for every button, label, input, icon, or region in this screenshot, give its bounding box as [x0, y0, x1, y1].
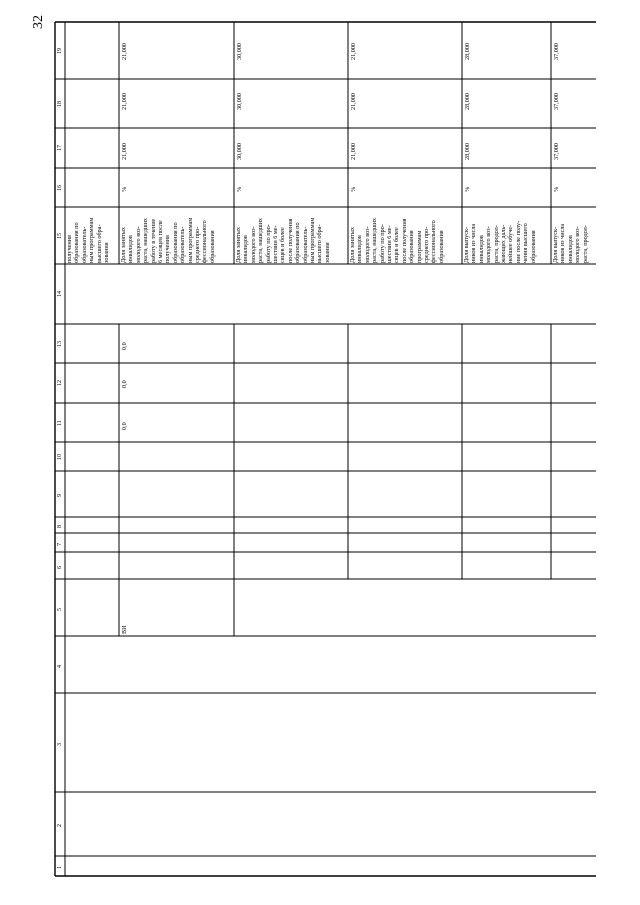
- column-header-7: 7: [57, 542, 63, 546]
- column-header-4: 4: [57, 664, 63, 668]
- indicator-description: получения образования по образователь- ным программам высшего обра- зования: [66, 217, 111, 263]
- column-header-15: 15: [57, 232, 63, 239]
- indicator-description: Доля занятых инвалидов молодого воз- раста, нашедших работу по про- шествии 6 ме- сяцев и более после получения образования по образователь- ным программам высшего обра- зования: [235, 217, 331, 263]
- column-header-8: 8: [57, 525, 63, 528]
- value-col-19: 21,000: [350, 42, 357, 60]
- unit-cell: %: [350, 186, 357, 192]
- indicator-description: Доля занятых инвалидов молодого воз- раста, нашедших работу по про- шествии 6 ме- сяцев и более после получения образования программам среднего про- фессионального образования: [349, 217, 445, 263]
- indicator-description: Доля занятых инвалидов молодого воз- раста, нашедших работу в течение 6 месяцев после получения образования по образователь- ным программам среднего про- фессионального образования: [120, 217, 216, 263]
- column-header-17: 17: [57, 145, 63, 151]
- column-header-19: 19: [57, 47, 63, 54]
- unit-cell: %: [121, 186, 128, 192]
- col5-text: ВИ: [121, 625, 128, 634]
- value-col-18: 30,000: [236, 92, 243, 110]
- unit-cell: %: [236, 186, 243, 192]
- value-col-18: 21,000: [350, 92, 357, 110]
- value-col-17: 28,000: [464, 142, 471, 160]
- column-header-12: 12: [57, 380, 63, 386]
- column-header-5: 5: [57, 607, 63, 611]
- column-header-11: 11: [57, 419, 63, 426]
- column-header-3: 3: [57, 742, 63, 746]
- column-header-18: 18: [57, 100, 63, 107]
- indicator-description: Доля выпуск- ников из числа инвалидов молодого воз- раста, продол- жающих даль- нейшее обуче- ние после полу- чения высшего образования: [463, 220, 537, 263]
- value-col-17: 21,000: [350, 142, 357, 160]
- value-col-18: 28,000: [464, 92, 471, 110]
- value-col-19: 30,000: [236, 42, 243, 60]
- unit-cell: %: [464, 186, 471, 192]
- value-col-17: 37,000: [553, 142, 560, 160]
- unit-cell: %: [553, 186, 560, 192]
- column-header-1: 1: [57, 866, 63, 869]
- value-col-17: 30,000: [236, 142, 243, 160]
- value-col-19: 21,000: [121, 42, 128, 60]
- value-col-19: 28,000: [464, 42, 471, 60]
- page-number: 32: [31, 15, 46, 29]
- column-header-16: 16: [57, 184, 63, 191]
- column-header-6: 6: [57, 565, 63, 569]
- value-col-18: 37,000: [553, 92, 560, 110]
- column-header-2: 2: [57, 824, 63, 827]
- value-col-18: 21,000: [121, 92, 128, 110]
- value-col-13: 0,0: [121, 342, 128, 350]
- value-col-19: 37,000: [553, 42, 560, 60]
- column-header-13: 13: [57, 340, 63, 347]
- value-col-12: 0,0: [121, 380, 128, 388]
- column-header-9: 9: [57, 494, 63, 497]
- value-col-11: 0,0: [121, 422, 128, 430]
- value-col-17: 21,000: [121, 142, 128, 160]
- column-header-14: 14: [57, 291, 63, 297]
- column-header-10: 10: [57, 453, 63, 460]
- indicator-description: Доля выпуск- ников из числа инвалидов молодого воз- раста, продол-: [552, 223, 589, 263]
